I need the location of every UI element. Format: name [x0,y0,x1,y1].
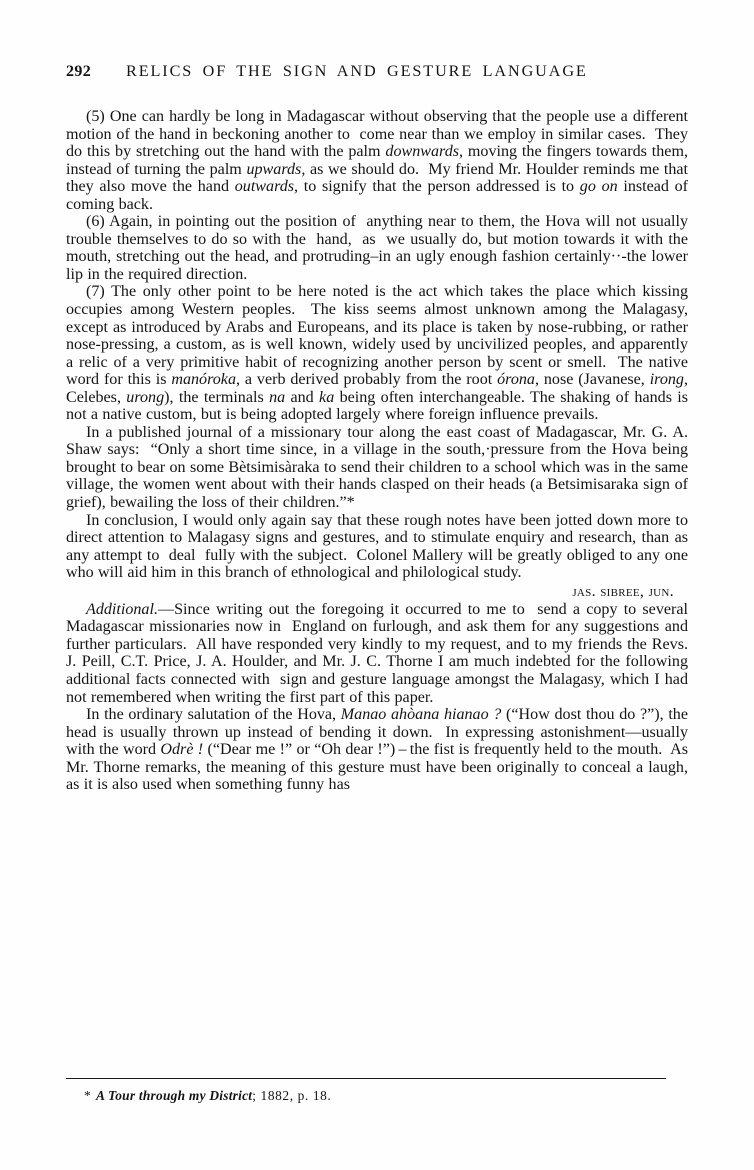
italic-urong: urong [126,388,165,406]
page-folio-number: 292 [66,63,92,80]
italic-manao-ahoana-hianao: Manao ahòana hianao ? [340,706,502,724]
italic-manoroka: manóroka [171,371,236,389]
paragraph-additional: Additional.—Since writing out the foregoing it occurred to me to send a copy to several Madagascar missionaries now in England on furlough, and ask them for any suggestions and further particulars. All have responded very kindly to my request, and to my friends the Revs. J. Peill, C.T. Price, J. A. Houlder, and Mr. J. C. Thorne I am much indebted for the following additional facts connected with sign and gesture language amongst the Malagasy, which I had not remembered when writing the first part of this paper. [66,600,688,706]
running-head [66,62,688,81]
signature-suffix: jun. [648,582,674,600]
paragraph-salutation: In the ordinary salutation of the Hova, Manao ahòana hianao ? (“How dost thou do ?”), the head is usually thrown up instead of bending it down. In expressing astonishment—usually with the word Odrè ! (“Dear me !” or “Oh dear !”) – the fist is frequently held to the mouth. As Mr. Thorne remarks, the meaning of this gesture must have been originally to conceal a laugh, as it is also used when something funny has [66,706,688,794]
footnote-marker: * [84,1088,91,1103]
paragraph-6: (6) Again, in pointing out the position of anything near to them, the Hova will not usually trouble themselves to do so with the hand, as we usually do, but motion towards it with the mouth, stretching out the head, and protruding–in an ugly enough fashion certainly··-the lower lip in the required direction. [66,213,688,283]
footnote-zone [66,1078,688,1104]
italic-irong: irong [649,371,684,389]
italic-na: na [269,388,286,406]
paragraph-conclusion: In conclusion, I would only again say that these rough notes have been jotted down more to direct attention to Malagasy signs and gestures, and to stimulate enquiry and research, than as any attempt to deal fully with the subject. Colonel Mallery will be greatly obliged to any one who will aid him in this branch of ethnological and philological study. [66,511,688,582]
body-text-block [66,108,688,794]
italic-downwards: downwards [385,143,460,161]
footnote-title: A Tour through my District [95,1088,253,1103]
paragraph-7: (7) The only other point to be here noted is the act which takes the place which kissing occupies among Western peoples. The kiss seems almost unknown among the Malagasy, except as introduced by Arabs and Europeans, and its place is taken by nose-rubbing, or rather nose-pressing, a custom, as is well known, widely used by uncivilized peoples, and apparently a relic of a very primitive habit of recognizing another person by scent or smell. The native word for this is manóroka, a verb derived probably from the root órona, nose (Javanese, irong, Celebes, urong), the terminals na and ka being often interchangeable. The shaking of hands is not a native custom, but is being adopted largely where foreign influence prevails. [66,283,689,424]
italic-go-on: go on [579,178,618,196]
italic-outwards: outwards [234,178,295,196]
italic-orona: órona [497,371,535,389]
signature-surname: sibree, [600,582,645,600]
italic-upwards: upwards [246,160,302,178]
signature-first-name: jas. [572,582,596,600]
footnote-citation-rest: ; 1882, p. 18. [252,1088,332,1103]
running-head-title: RELICS OF THE SIGN AND GESTURE LANGUAGE [126,62,588,80]
italic-odre: Odrè ! [160,741,204,759]
author-signature [66,582,688,601]
footnote-entry [66,1088,688,1104]
paragraph-5: (5) One can hardly be long in Madagascar without observing that the people use a different motion of the hand in beckoning another to come near than we employ in similar cases. They do this by stretching out the hand with the palm downwards, moving the fingers towards them, instead of turning the palm upwards, as we should do. My friend Mr. Houlder reminds me that they also move the hand outwards, to signify that the person addressed is to go on instead of coming back. [66,108,689,213]
footnote-rule [66,1078,666,1079]
paragraph-shaw-quote: In a published journal of a missionary tour along the east coast of Madagascar, Mr. G. A. Shaw says: “Only a short time since, in a village in the south,·pressure from the Hova being brought to bear on some Bètsimisàraka to send their children to a school which was in the same village, the women went about with their hands clasped on their heads (a Betsimisaraka sign of grief), bewailing the loss of their children.”* [66,423,688,512]
italic-additional-lead: Additional. [86,600,158,618]
italic-ka: ka [319,388,335,406]
